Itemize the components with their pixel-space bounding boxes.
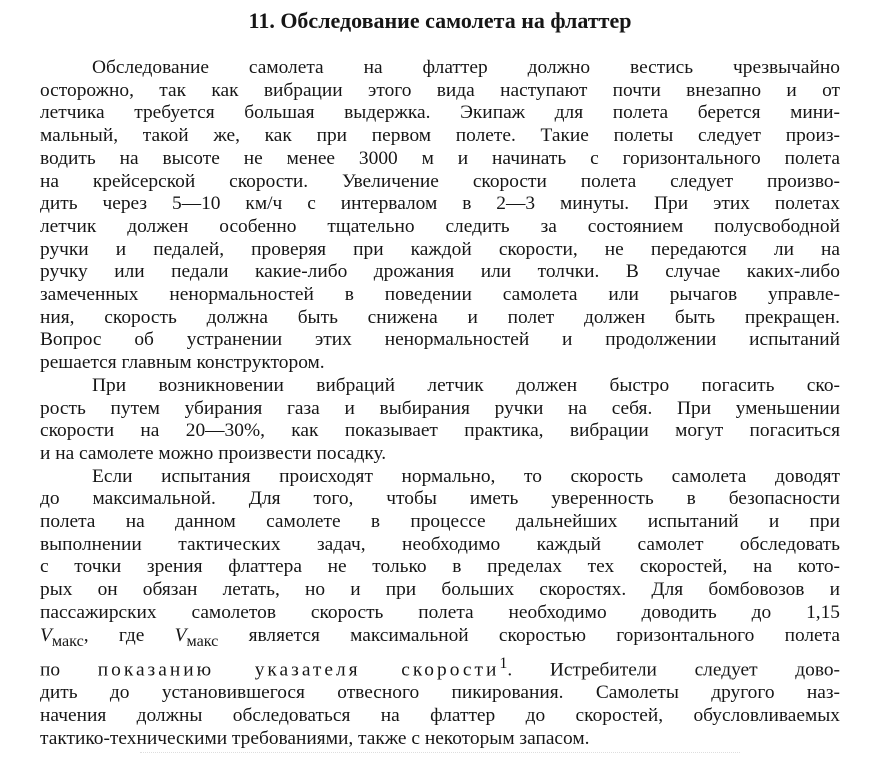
vmax-line (40, 625, 840, 654)
text-line: мальный, такой же, как при первом полете. Такие полеты следует произ- (40, 125, 840, 147)
velocity-symbol: V (40, 624, 52, 646)
cutoff-text-remnant (140, 752, 740, 764)
velocity-symbol: V (174, 624, 187, 646)
text-line: дить до установившегося отвесного пикирования. Самолеты другого наз- (40, 682, 840, 704)
text-line: полета на данном самолете в процессе дальнейших испытаний и при (40, 511, 840, 533)
text-line: осторожно, так как вибрации этого вида наступают почти внезапно и от (40, 79, 840, 101)
text-line: Обследование самолета на флаттер должно вестись чрезвычайно (92, 57, 840, 78)
text-line: с точки зрения флаттера не только в пределах тех скоростей, на кото- (40, 556, 840, 578)
text-line: начения должны обследоваться на флаттер до скоростей, обусловливаемых (40, 705, 840, 727)
text-line: водить на высоте не менее 3000 м и начинать с горизонтального полета (40, 147, 840, 169)
inline-text: , где (83, 624, 175, 646)
text-line: Вопрос об устранении этих ненормальностей и продолжении испытаний (40, 329, 840, 351)
text-line: решается главным конструктором. (40, 352, 325, 374)
paragraph-3 (40, 466, 840, 751)
spaced-emphasis: показанию указателя скорости (97, 659, 500, 681)
text-line: на крейсерской скорости. Увеличение скорости полета следует произво- (40, 170, 840, 192)
inline-text: по (40, 659, 98, 681)
text-line: дить через 5—10 км/ч с интервалом в 2—3 минуты. При этих полетах (40, 193, 840, 215)
text-line: ния, скорость должна быть снижена и полет должен быть прекращен. (40, 306, 840, 328)
text-line: рых он обязан летать, но и при больших скоростях. Для бомбовозов и (40, 579, 840, 601)
section-heading: 11. Обследование самолета на флаттер (248, 8, 632, 33)
text-line: ручку или педали какие-либо дрожания или толчки. В случае каких-либо (40, 261, 840, 283)
text-line: до максимальной. Для того, чтобы иметь уверенность в безопасности (40, 488, 840, 510)
text-line: замеченных ненормальностей в поведении самолета или рычагов управле- (40, 284, 840, 306)
spaced-emphasis-line (40, 653, 840, 682)
text-line: скорости на 20—30%, как показывает практика, вибрации могут погаситься (40, 420, 840, 442)
inline-text: является максимальной скоростью горизонтального полета (218, 624, 840, 646)
body-text (40, 57, 840, 750)
paragraph-1 (40, 57, 840, 375)
footnote-marker: 1 (499, 655, 508, 673)
text-line: рость путем убирания газа и выбирания ручки на себя. При уменьшении (40, 397, 840, 419)
paragraph-2 (40, 375, 840, 466)
text-line: ручки и педалей, проверяя при каждой скорости, не передаются ли на (40, 238, 840, 260)
subscript-max: макс (51, 632, 84, 650)
subscript-max: макс (186, 632, 219, 650)
text-line: тактико-техническими требованиями, также с некоторым запасом. (40, 727, 590, 749)
text-line: летчика требуется большая выдержка. Экипаж для полета берется мини- (40, 102, 840, 124)
text-line: пассажирских самолетов скорость полета необходимо доводить до 1,15 (40, 601, 840, 623)
text-line: летчик должен особенно тщательно следить за состоянием полусвободной (40, 215, 840, 237)
inline-text: . Истребители следует дово- (507, 659, 840, 681)
text-line: выполнении тактических задач, необходимо каждый самолет обследовать (40, 533, 840, 555)
text-line: При возникновении вибраций летчик должен быстро погасить ско- (92, 374, 840, 396)
text-line: Если испытания происходят нормально, то скорость самолета доводят (92, 465, 840, 487)
text-line: и на самолете можно произвести посадку. (40, 442, 387, 464)
